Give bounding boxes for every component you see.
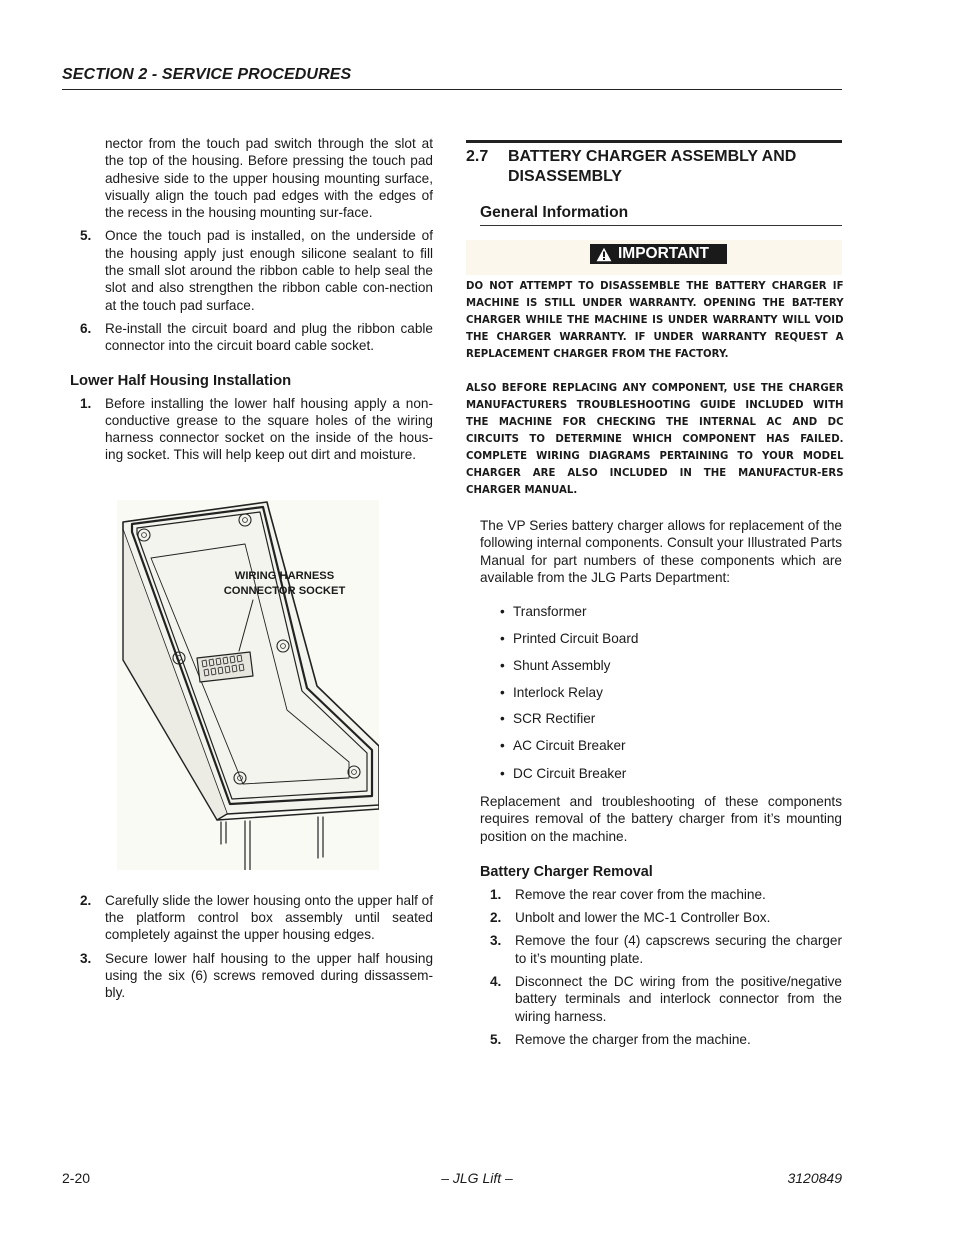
component-name: Printed Circuit Board [513,630,639,646]
figure-label [217,569,352,599]
warning-text-2 [466,379,842,498]
footer-brand: – JLG Lift – [441,1170,513,1186]
figure-label-line: WIRING HARNESS [234,569,335,582]
component-name: AC Circuit Breaker [513,738,626,754]
step-number: 1. [490,886,502,902]
component-name: DC Circuit Breaker [513,766,627,782]
warning-paragraph: DO NOT ATTEMPT TO DISASSEMBLE THE BATTERY CHARGER IF MACHINE IS STILL UNDER WARRANTY. OPENING THE BAT-TERY CHARGER WHILE THE MACHINE IS UNDER WARRANTY WILL VOID THE CHARGER WARRANTY. IF UNDER WARRANTY REQUEST A REPLACEMENT CHARGER FROM THE FACTORY. [466,279,844,360]
step-text: Disconnect the DC wiring from the positive/negative battery terminals and interlock connector from the wiring harness. [515,974,842,1024]
step-number: 2. [490,910,502,926]
component-name: SCR Rectifier [513,711,596,727]
step-number: 3. [490,933,502,949]
document-number: 3120849 [787,1170,842,1186]
step-text: Unbolt and lower the MC-1 Controller Box. [515,910,771,926]
section-header: SECTION 2 - SERVICE PROCEDURES [62,66,352,83]
step-number: 4. [490,974,502,990]
important-badge [590,244,727,264]
step-text: Remove the rear cover from the machine. [515,886,766,902]
warning-paragraph: ALSO BEFORE REPLACING ANY COMPONENT, USE THE CHARGER MANUFACTURERS TROUBLESHOOTING GUIDE INCLUDED WITH THE MACHINE FOR CHECKING THE INTERNAL AC AND DC CIRCUITS TO DETERMINE WHICH COMPONENT HAS FAILED. COMPLETE WIRING DIAGRAMS PERTAINING TO YOUR MODEL CHARGER ARE ALSO INCLUDED IN THE MANUFACTUR-ERS CHARGER MANUAL. [466,381,844,496]
header-rule [62,89,842,90]
left-column [70,135,433,1002]
list-item [466,1031,842,1048]
steps-list-c [70,892,433,1002]
page-number: 2-20 [62,1170,91,1186]
steps-list-b [70,395,433,464]
removal-steps [466,886,842,1048]
components-section [466,517,842,880]
step-text: Remove the four (4) capscrews securing the charger to it’s mounting plate. [515,933,842,966]
step-number: 6. [80,320,92,336]
lower-housing-illustration [117,500,379,870]
list-item: • SCR Rectifier [500,711,596,727]
important-banner [466,240,842,275]
section-number: 2.7 [466,148,489,165]
list-item [466,973,842,1025]
housing-figure [117,500,379,870]
list-item: • Printed Circuit Board [500,630,639,646]
component-name: Shunt Assembly [513,657,611,673]
step-text: Before installing the lower half housing apply a non-conductive grease to the square holes of the wiring harness connector socket on the inside of the hous-ing socket. This will help keep out dirt and moisture. [105,395,433,463]
list-item [466,886,842,903]
list-item [466,932,842,967]
list-item: • Shunt Assembly [500,657,611,673]
removal-note: Replacement and troubleshooting of these components requires removal of the battery charger from it’s mounting position on the machine. [480,793,842,844]
step-number: 5. [490,1031,502,1047]
list-item [70,227,433,313]
warning-triangle-icon [596,247,612,262]
important-label: IMPORTANT [618,245,709,262]
right-column [466,140,842,1048]
steps-list-a [70,227,433,354]
step-text: Carefully slide the lower housing onto the upper half of the platform control box assembly until seated completely against the upper housing edges. [105,892,433,943]
step-number: 2. [80,892,92,908]
list-item: • Interlock Relay [500,684,603,700]
list-item [70,320,433,355]
component-name: Transformer [513,604,587,620]
list-item: • AC Circuit Breaker [500,738,626,754]
list-item [70,892,433,944]
section-title: BATTERY CHARGER ASSEMBLY AND DISASSEMBLY [508,148,797,185]
intro-continuation: nector from the touch pad switch through the slot at the top of the housing. Before pressing the touch pad adhesive side to the upper housing mounting surface, visually align the touch pad edges with the edges of the recess in the housing mounting sur-face. [105,136,433,221]
step-text: Secure lower half housing to the upper half housing using the six (6) screws removed during dissassem-bly. [105,950,433,1001]
list-item: • DC Circuit Breaker [500,766,627,782]
step-text: Re-install the circuit board and plug the ribbon cable connector into the circuit board cable socket. [105,320,433,354]
removal-heading: Battery Charger Removal [480,863,653,880]
warning-text-1 [466,277,842,362]
step-number: 5. [80,228,92,244]
lower-half-heading: Lower Half Housing Installation [70,372,292,389]
list-item [466,909,842,926]
components-intro: The VP Series battery charger allows for replacement of the following internal components. Consult your Illustrated Parts Manual for part numbers of these components which are available from the JLG Parts Department: [480,518,842,585]
list-item [70,395,433,464]
step-text: Once the touch pad is installed, on the underside of the housing apply just enough silicone sealant to fill the small slot around the ribbon cable to help seal the slot and also strengthen the ribbon cable con-nection at the touch pad surface. [105,228,433,313]
general-info-heading: General Information [480,204,842,226]
components-list [480,603,842,792]
step-number: 3. [80,950,92,966]
component-name: Interlock Relay [513,684,603,700]
list-item [70,950,433,1002]
step-text: Remove the charger from the machine. [515,1031,751,1047]
list-item: • Transformer [500,604,587,620]
figure-label-line: CONNECTOR SOCKET [223,584,346,597]
section-heading [466,140,842,187]
step-number: 1. [80,395,92,411]
